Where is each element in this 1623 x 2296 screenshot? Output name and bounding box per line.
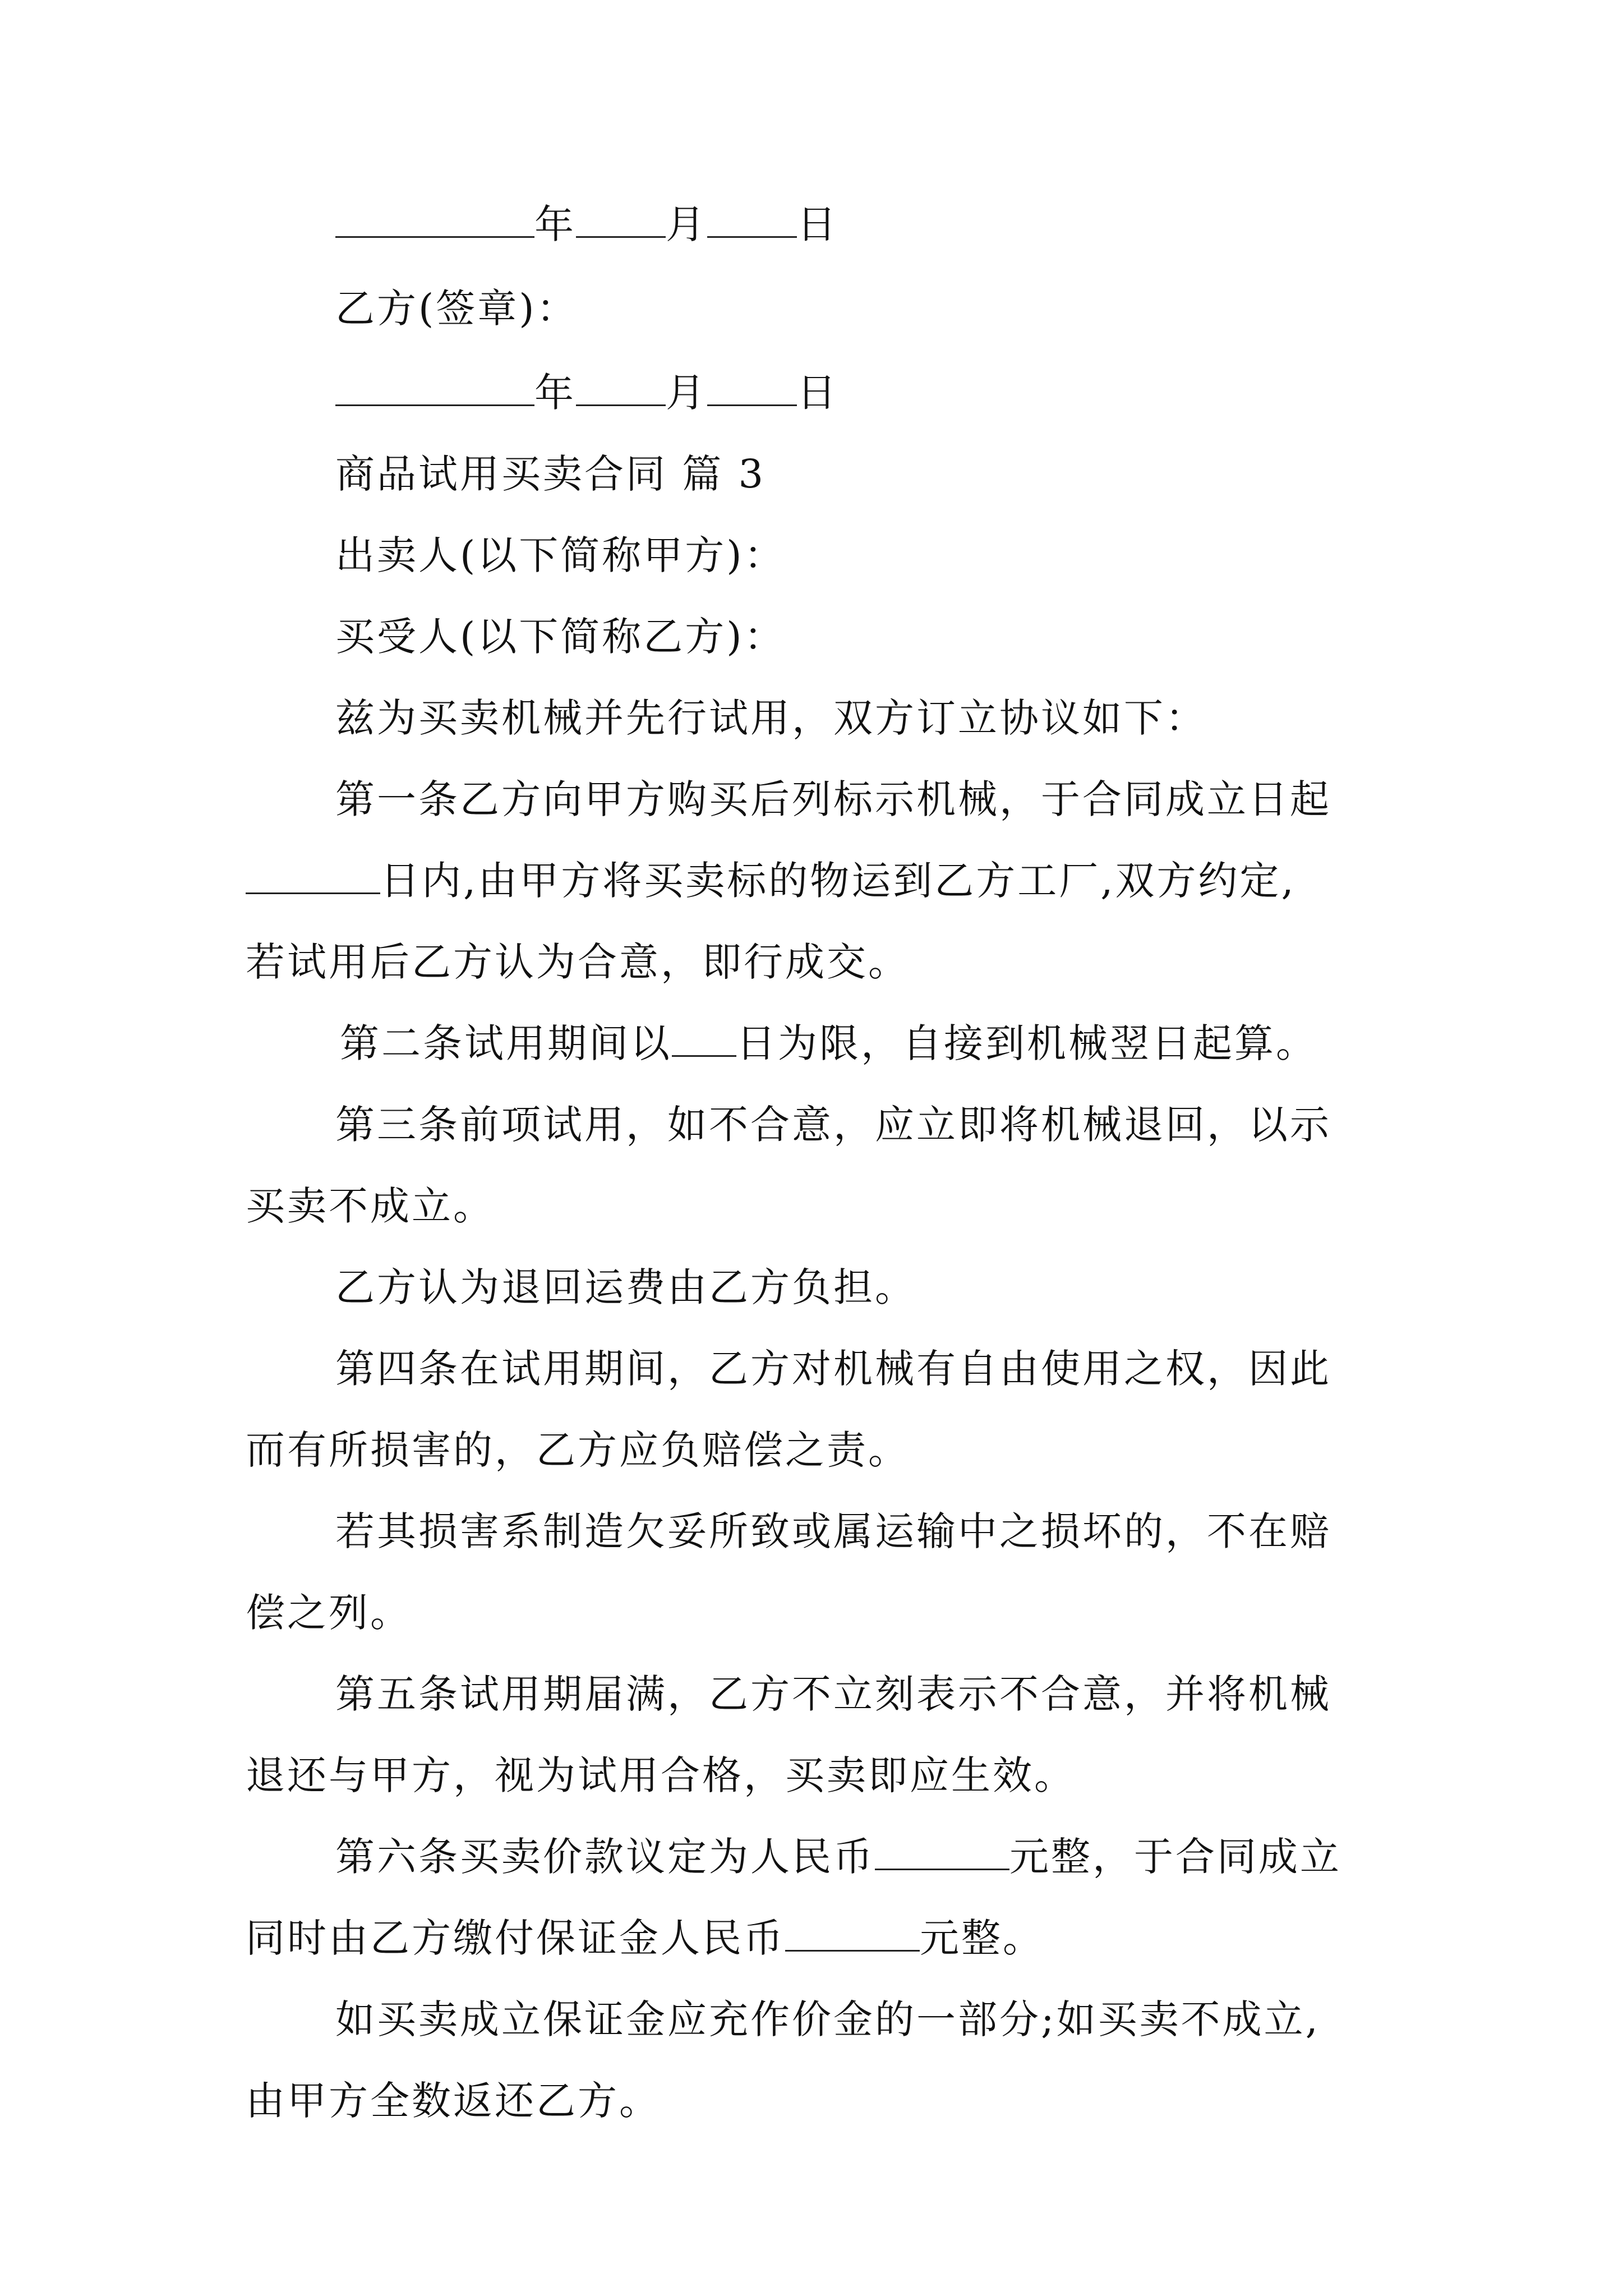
article-3-line-3: 乙方认为退回运费由乙方负担。 (335, 1264, 916, 1310)
buyer-line: 买受人(以下简称乙方)： (335, 614, 786, 660)
article-5-line-1: 第五条试用期届满，乙方不立刻表示不合意，并将机械 (335, 1671, 1331, 1717)
day-label: 日 (797, 201, 838, 247)
day-blank (707, 370, 797, 406)
month-blank (576, 201, 666, 238)
intro-paragraph: 兹为买卖机械并先行试用，双方订立协议如下： (335, 695, 1207, 741)
article-2-line: 第二条试用期间以 日为限，自接到机械翌日起算。 (340, 1020, 1317, 1066)
party-b-signature: 乙方(签章)： (335, 286, 578, 332)
article-3-line-2: 买卖不成立。 (246, 1183, 495, 1229)
price-blank (875, 1834, 1009, 1870)
article-6-line-1: 第六条买卖价款议定为人民币 元整，于合同成立 (335, 1834, 1341, 1880)
section-title: 商品试用买卖合同 篇 3 (335, 451, 766, 497)
year-blank (335, 370, 534, 406)
article-4-line-4: 偿之列。 (246, 1590, 412, 1636)
month-blank (576, 370, 666, 406)
year-label: 年 (534, 370, 576, 416)
article-4-line-2: 而有所损害的，乙方应负赔偿之责。 (246, 1427, 910, 1473)
article-6-line-3: 如买卖成立保证金应充作价金的一部分;如买卖不成立, (335, 1996, 1320, 2042)
article-3-line-1: 第三条前项试用，如不合意，应立即将机械退回，以示 (335, 1102, 1331, 1148)
article-4-line-3: 若其损害系制造欠妥所致或属运输中之损坏的，不在赔 (335, 1508, 1331, 1554)
article-1-line-2: 日内,由甲方将买卖标的物运到乙方工厂,双方约定, (246, 855, 1296, 906)
date-line-1 (335, 199, 838, 250)
article-5-line-2: 退还与甲方，视为试用合格，买卖即应生效。 (246, 1752, 1076, 1798)
date-line-2 (335, 367, 838, 418)
article-4-line-1: 第四条在试用期间，乙方对机械有自由使用之权，因此 (335, 1346, 1331, 1392)
article-1-line-1: 第一条乙方向甲方购买后列标示机械，于合同成立日起 (335, 776, 1331, 822)
day-blank (707, 201, 797, 238)
year-blank (335, 201, 534, 238)
seller-line: 出卖人(以下简称甲方)： (335, 532, 786, 578)
day-label: 日 (797, 370, 838, 416)
month-label: 月 (666, 201, 707, 247)
article-6-line-4: 由甲方全数返还乙方。 (246, 2078, 661, 2124)
article-1-line-3: 若试用后乙方认为合意，即行成交。 (246, 939, 910, 985)
year-label: 年 (534, 201, 576, 247)
days-blank (246, 858, 380, 894)
deposit-blank (785, 1915, 920, 1952)
days-blank (672, 1020, 736, 1057)
month-label: 月 (666, 370, 707, 416)
article-6-line-2: 同时由乙方缴付保证金人民币 元整。 (246, 1915, 1044, 1961)
